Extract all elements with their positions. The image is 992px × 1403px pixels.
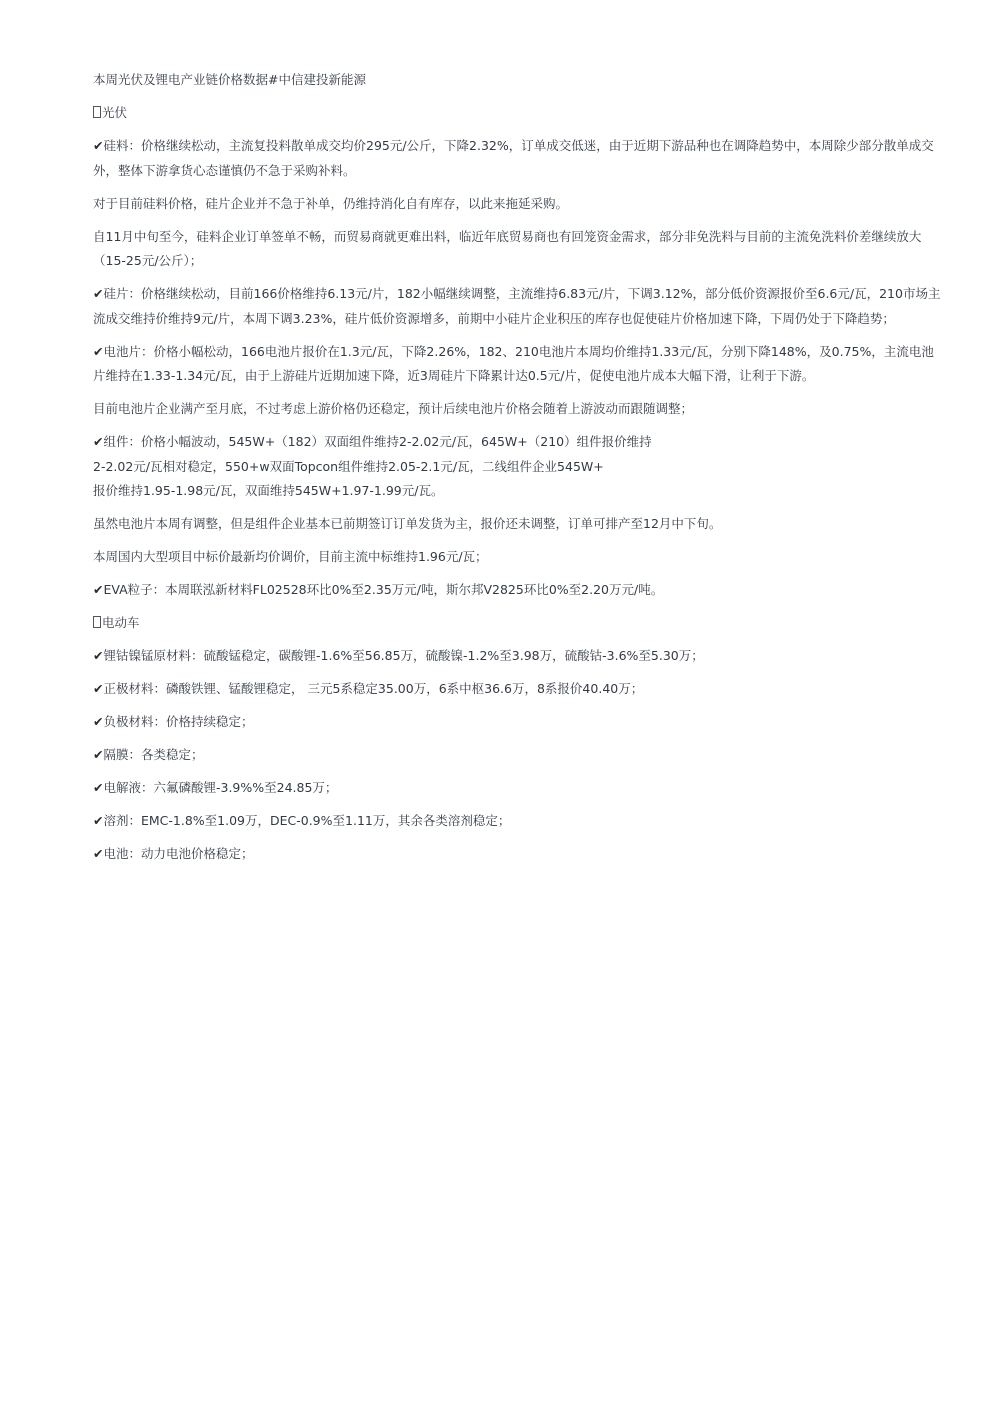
ev-solvent [93,809,941,834]
pv-cell [93,340,941,389]
ev-electrolyte [93,776,941,801]
pv-silicon-note-2 [93,225,941,274]
missing-glyph-icon [93,616,101,628]
title-text: 本周光伏及锂电产业链价格数据#中信建投新能源 [93,72,366,87]
pv-module-note-1-text: 虽然电池片本周有调整，但是组件企业基本已前期签订订单发货为主，报价还未调整，订单可排产至12月中下旬。 [93,516,722,531]
check-icon: ✔ [93,846,104,861]
ev-solvent-text: 溶剂：EMC-1.8%至1.09万，DEC-0.9%至1.11万，其余各类溶剂稳定； [103,813,511,828]
pv-silicon-note-1 [93,192,941,217]
check-icon: ✔ [93,813,104,828]
missing-glyph-icon [93,106,101,118]
ev-separator [93,743,941,768]
pv-cell-text: 电池片：价格小幅松动，166电池片报价在1.3元/瓦，下降2.26%，182、210电池片本周均价维持1.33元/瓦，分别下降148%，及0.75%，主流电池片维持在1.33-1.34元/瓦，由于上游硅片近期加速下降，近3周硅片下降累计达0.5元/片，促使电池片成本大幅下滑，让利于下游。 [93,343,934,383]
document-body [93,68,941,875]
check-icon: ✔ [93,714,104,729]
section-header-ev [93,611,941,636]
check-icon: ✔ [93,343,104,359]
ev-cathode [93,677,941,702]
section-header-pv-text: 光伏 [102,105,128,120]
pv-silicon-note-1-text: 对于目前硅料价格，硅片企业并不急于补单，仍维持消化自有库存，以此来拖延采购。 [93,195,569,211]
ev-cathode-text: 正极材料：磷酸铁锂、锰酸锂稳定， 三元5系稳定35.00万，6系中枢36.6万，8系报价40.40万； [103,681,644,696]
ev-battery-text: 电池：动力电池价格稳定； [103,846,254,861]
check-icon: ✔ [93,747,104,762]
document-title [93,68,941,93]
check-icon: ✔ [93,138,104,153]
check-icon: ✔ [93,434,104,449]
pv-module-line-2: 2-2.02元/瓦相对稳定，550+w双面Topcon组件维持2.05-2.1元/瓦，二线组件企业545W+ [93,458,604,474]
ev-anode [93,710,941,735]
ev-raw-materials [93,644,941,669]
pv-eva [93,578,941,603]
pv-module-note-1 [93,512,941,537]
pv-module-line-3: 报价维持1.95-1.98元/瓦，双面维持545W+1.97-1.99元/瓦。 [93,483,444,498]
pv-wafer-text: 硅片：价格继续松动，目前166价格维持6.13元/片，182小幅继续调整，主流维持6.83元/片，下调3.12%，部分低价资源报价至6.6元/瓦，210市场主流成交维持价维持9元/片，本周下调3.23%，硅片低价资源增多，前期中小硅片企业积压的库存也促使硅片价格加速下降，下周仍处于下降趋势； [93,286,941,326]
pv-silicon-material-text: 硅料：价格继续松动，主流复投料散单成交均价295元/公斤，下降2.32%，订单成交低迷，由于近期下游品种也在调降趋势中，本周除少部分散单成交外，整体下游拿货心态谨慎仍不急于采购补料。 [93,138,934,178]
pv-silicon-material [93,134,941,183]
check-icon: ✔ [93,286,104,301]
pv-wafer [93,282,941,331]
pv-module [93,430,941,504]
pv-eva-text: EVA粒子：本周联泓新材料FL02528环比0%至2.35万元/吨，斯尔邦V2825环比0%至2.20万元/吨。 [103,582,664,597]
ev-anode-text: 负极材料：价格持续稳定； [103,714,254,729]
pv-module-line-1: 组件：价格小幅波动，545W+（182）双面组件维持2-2.02元/瓦，645W+（210）组件报价维持 [103,434,652,449]
section-header-pv [93,101,941,126]
ev-separator-text: 隔膜：各类稳定； [103,747,204,762]
pv-cell-note [93,397,941,422]
section-header-ev-text: 电动车 [102,615,140,630]
ev-raw-materials-text: 锂钴镍锰原材料：硫酸锰稳定，碳酸锂-1.6%至56.85万，硫酸镍-1.2%至3.98万，硫酸钴-3.6%至5.30万； [103,648,704,663]
check-icon: ✔ [93,780,104,795]
pv-module-note-2-text: 本周国内大型项目中标价最新均价调价，目前主流中标维持1.96元/瓦； [93,549,488,564]
check-icon: ✔ [93,648,104,663]
pv-cell-note-text: 目前电池片企业满产至月底，不过考虑上游价格仍还稳定，预计后续电池片价格会随着上游波动而跟随调整； [93,401,694,416]
pv-module-note-2 [93,545,941,570]
check-icon: ✔ [93,582,104,597]
ev-battery [93,842,941,867]
ev-electrolyte-text: 电解液：六氟磷酸锂-3.9%%至24.85万； [103,780,338,795]
pv-silicon-note-2-text: 自11月中旬至今，硅料企业订单签单不畅，而贸易商就更难出料，临近年底贸易商也有回笼资金需求，部分非免洗料与目前的主流免洗料价差继续放大（15-25元/公斤）； [93,228,922,268]
check-icon: ✔ [93,681,104,696]
